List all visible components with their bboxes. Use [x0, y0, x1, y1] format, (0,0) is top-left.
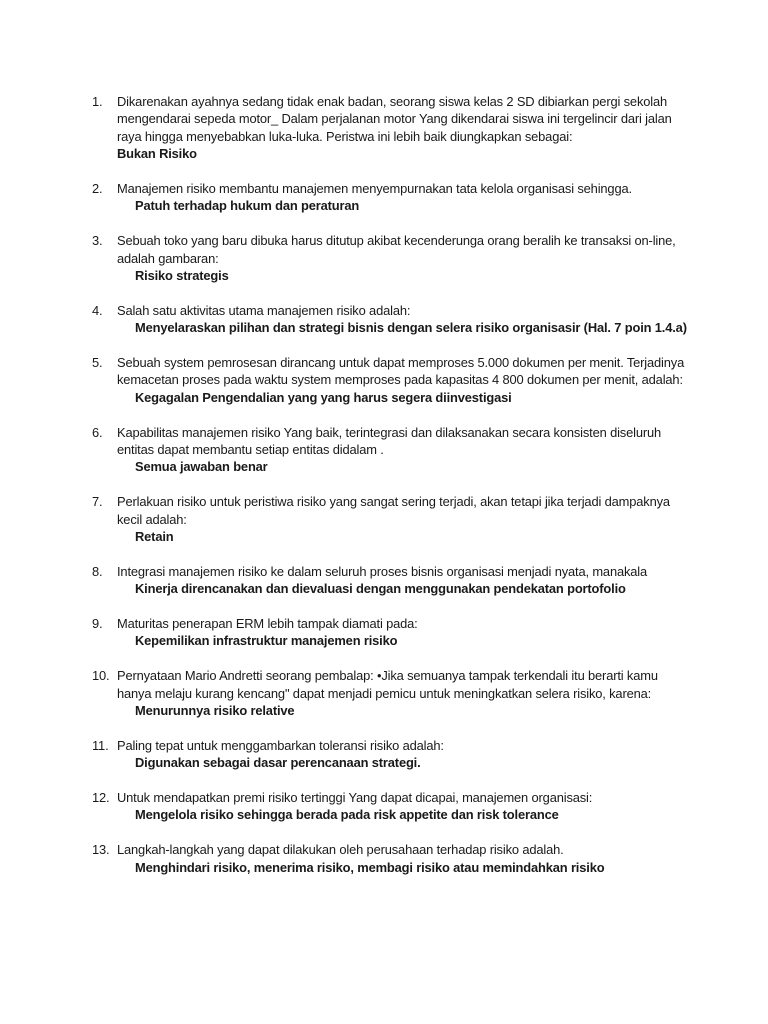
answer-text: Mengelola risiko sehingga berada pada risk appetite dan risk tolerance [135, 807, 559, 823]
answer-text: Menurunnya risiko relative [135, 703, 295, 719]
question-number: 2. [92, 181, 103, 197]
question-item-11 [92, 737, 692, 772]
answer-text: Semua jawaban benar [135, 459, 268, 475]
question-text: Manajemen risiko membantu manajemen menyempurnakan tata kelola organisasi sehingga. [117, 181, 632, 197]
answer-text: Bukan Risiko [117, 146, 197, 162]
question-item-10 [92, 667, 692, 719]
question-text: Perlakuan risiko untuk peristiwa risiko yang sangat sering terjadi, akan tetapi jika terjadi dampaknya kecil adalah: [117, 494, 670, 527]
question-item-13 [92, 841, 692, 876]
question-item-7 [92, 493, 692, 545]
question-number: 9. [92, 616, 103, 632]
question-text: Kapabilitas manajemen risiko Yang baik, terintegrasi dan dilaksanakan secara konsisten diseluruh entitas dapat membantu setiap entitas didalam . [117, 424, 662, 458]
answer-text: Kegagalan Pengendalian yang yang harus segera diinvestigasi [135, 389, 512, 405]
question-text: Integrasi manajemen risiko ke dalam seluruh proses bisnis organisasi menjadi nyata, manakala [117, 563, 648, 579]
answer-text: Menghindari risiko, menerima risiko, membagi risiko atau memindahkan risiko [135, 859, 605, 875]
question-list [92, 93, 692, 893]
question-item-8 [92, 563, 692, 598]
answer-text: Menyelaraskan pilihan dan strategi bisnis dengan selera risiko organisasir (Hal. 7 poin 1.4.a) [135, 320, 687, 336]
answer-text: Retain [135, 529, 174, 545]
question-number: 11. [92, 737, 109, 753]
question-text: Maturitas penerapan ERM lebih tampak diamati pada: [117, 616, 418, 632]
question-text: Salah satu aktivitas utama manajemen risiko adalah: [117, 302, 411, 318]
question-item-9 [92, 615, 692, 650]
question-item-1 [92, 93, 692, 163]
question-number: 5. [92, 355, 103, 371]
question-item-5 [92, 354, 692, 406]
question-text: Dikarenakan ayahnya sedang tidak enak badan, seorang siswa kelas 2 SD dibiarkan pergi sekolah mengendarai sepeda motor_ Dalam perjalanan motor Yang dikendarai siswa ini tergelincir dari jalan raya hingga menyebabkan luka-luka. Peristwa ini lebih baik diungkapkan sebagai: [117, 94, 672, 144]
question-text: Untuk mendapatkan premi risiko tertinggi Yang dapat dicapai, manajemen organisasi: [117, 790, 593, 806]
question-text: Sebuah toko yang baru dibuka harus ditutup akibat kecenderunga orang beralih ke transaksi on-line, adalah gambaran: [117, 233, 676, 266]
question-item-4 [92, 302, 692, 337]
question-number: 3. [92, 233, 103, 249]
question-item-6 [92, 424, 692, 476]
question-number: 8. [92, 563, 103, 579]
question-number: 10. [92, 668, 110, 684]
question-number: 12. [92, 790, 110, 806]
question-number: 13. [92, 842, 110, 858]
answer-text: Digunakan sebagai dasar perencanaan strategi. [135, 755, 421, 771]
question-item-2 [92, 180, 692, 215]
question-number: 7. [92, 494, 103, 510]
question-number: 4. [92, 302, 103, 318]
question-text: Pernyataan Mario Andretti seorang pembalap: •Jika semuanya tampak terkendali itu berarti kamu hanya melaju kurang kencang" dapat menjadi pemicu untuk meningkatkan selera risiko, karena: [117, 668, 658, 701]
answer-text: Kepemilikan infrastruktur manajemen risiko [135, 633, 398, 649]
question-item-3 [92, 232, 692, 284]
question-item-12 [92, 789, 692, 824]
answer-text: Risiko strategis [135, 268, 229, 284]
answer-text: Patuh terhadap hukum dan peraturan [135, 198, 360, 214]
question-number: 1. [92, 94, 103, 109]
question-number: 6. [92, 424, 103, 440]
question-text: Paling tepat untuk menggambarkan toleransi risiko adalah: [117, 737, 444, 753]
question-text: Langkah-langkah yang dapat dilakukan oleh perusahaan terhadap risiko adalah. [117, 842, 564, 858]
answer-text: Kinerja direncanakan dan dievaluasi dengan menggunakan pendekatan portofolio [135, 581, 626, 597]
question-text: Sebuah system pemrosesan dirancang untuk dapat memproses 5.000 dokumen per menit. Terjadinya kemacetan proses pada waktu system memproses pada kapasitas 4 800 dokumen per menit, adalah: [117, 355, 685, 388]
